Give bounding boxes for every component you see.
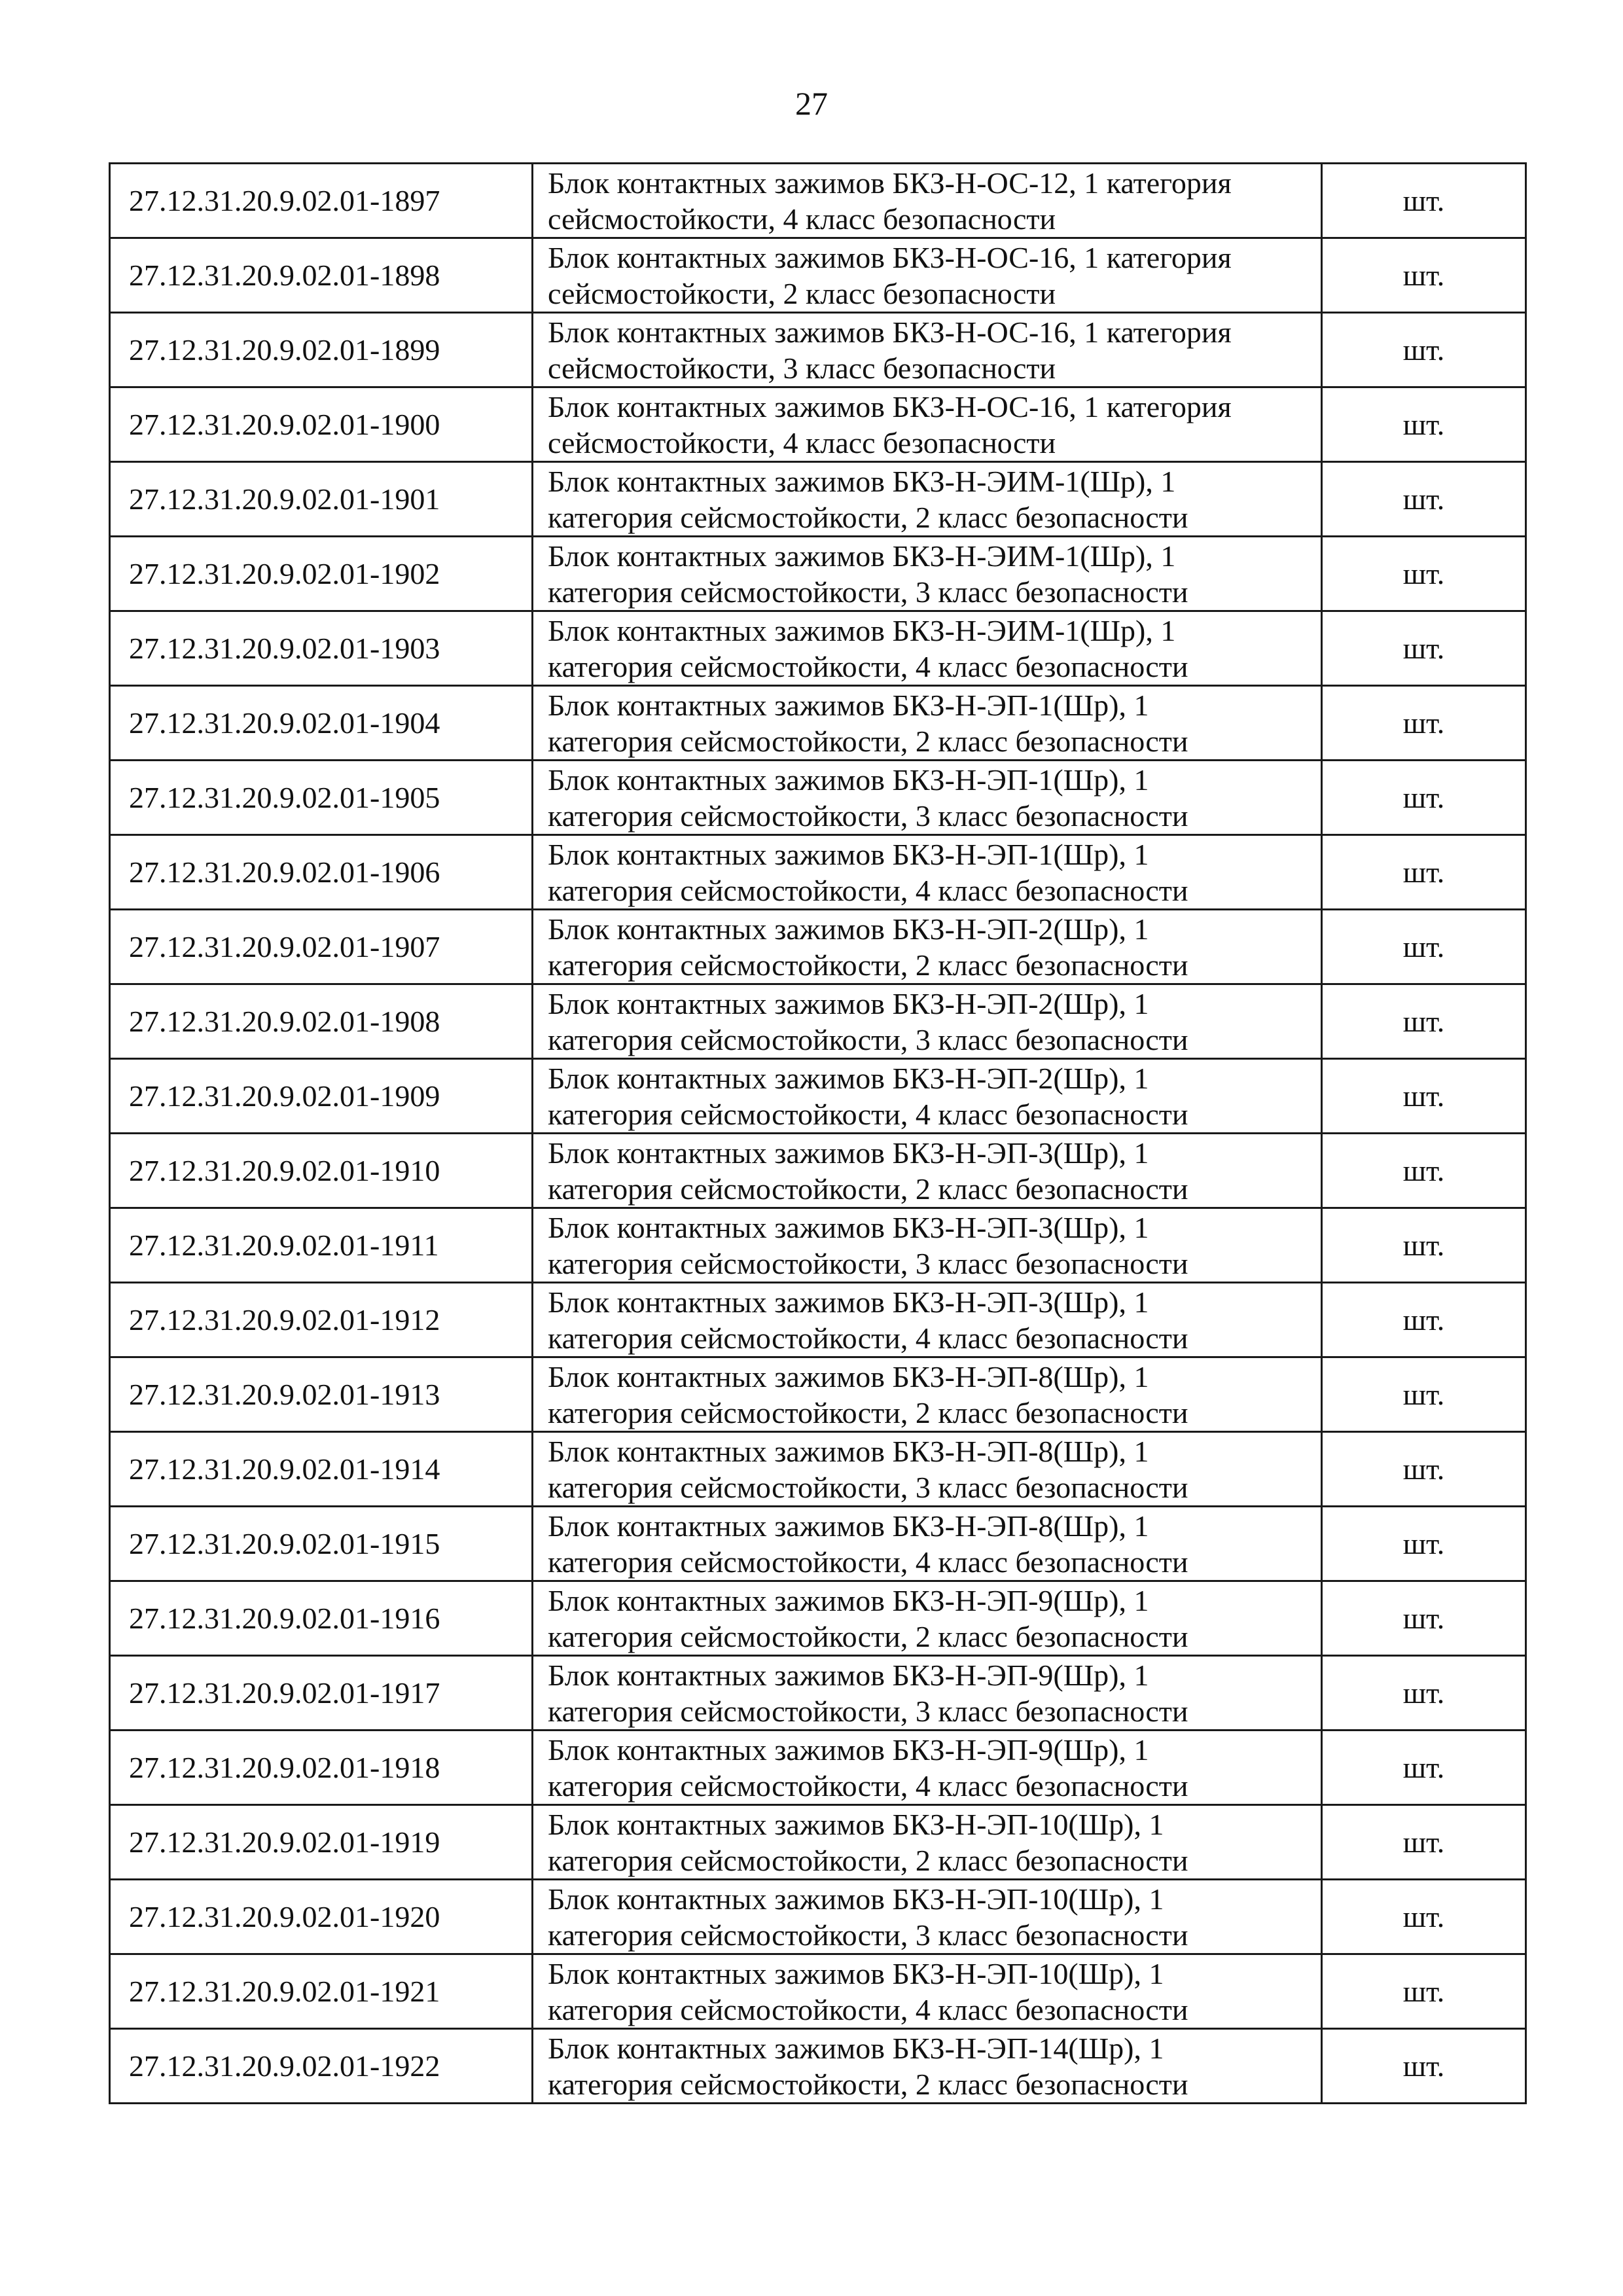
- table-row: [110, 1954, 1526, 2029]
- resource-code-cell: 27.12.31.20.9.02.01-1922: [110, 2029, 533, 2104]
- resource-name-line-2: категория сейсмостойкости, 2 класс безопасности: [548, 500, 1188, 534]
- resource-code-cell: 27.12.31.20.9.02.01-1911: [110, 1208, 533, 1283]
- unit-cell: шт.: [1322, 835, 1526, 910]
- resource-code-cell: 27.12.31.20.9.02.01-1914: [110, 1432, 533, 1507]
- resource-code-cell: 27.12.31.20.9.02.01-1921: [110, 1954, 533, 2029]
- unit-cell: шт.: [1322, 611, 1526, 686]
- resource-code-cell: 27.12.31.20.9.02.01-1920: [110, 1880, 533, 1954]
- table-row: [110, 1656, 1526, 1731]
- resource-name-line-2: категория сейсмостойкости, 4 класс безопасности: [548, 1097, 1188, 1131]
- unit-cell: шт.: [1322, 1507, 1526, 1581]
- table-row: [110, 910, 1526, 984]
- unit-cell: шт.: [1322, 1059, 1526, 1134]
- resource-name-line-1: Блок контактных зажимов БКЗ-Н-ОС-12, 1 категория: [548, 166, 1232, 200]
- resource-name-cell: [533, 761, 1322, 835]
- table-row: [110, 1805, 1526, 1880]
- resource-name-line-1: Блок контактных зажимов БКЗ-Н-ЭП-9(Шр), 1: [548, 1658, 1149, 1692]
- table-row: [110, 1432, 1526, 1507]
- resource-name-cell: [533, 387, 1322, 462]
- resource-name-line-1: Блок контактных зажимов БКЗ-Н-ЭИМ-1(Шр), 1: [548, 613, 1176, 647]
- unit-cell: шт.: [1322, 686, 1526, 761]
- table-row: [110, 2029, 1526, 2104]
- resource-name-line-2: категория сейсмостойкости, 3 класс безопасности: [548, 1022, 1188, 1056]
- table-row: [110, 164, 1526, 238]
- unit-cell: шт.: [1322, 462, 1526, 537]
- resource-code-cell: 27.12.31.20.9.02.01-1907: [110, 910, 533, 984]
- resource-name-line-2: категория сейсмостойкости, 4 класс безопасности: [548, 1992, 1188, 2026]
- resource-name-line-2: сейсмостойкости, 4 класс безопасности: [548, 425, 1056, 459]
- resource-code-cell: 27.12.31.20.9.02.01-1918: [110, 1731, 533, 1805]
- resource-code-cell: 27.12.31.20.9.02.01-1901: [110, 462, 533, 537]
- resource-name-cell: [533, 1283, 1322, 1357]
- table-row: [110, 1059, 1526, 1134]
- resource-name-cell: [533, 1357, 1322, 1432]
- resource-code-cell: 27.12.31.20.9.02.01-1917: [110, 1656, 533, 1731]
- unit-cell: шт.: [1322, 1731, 1526, 1805]
- resource-name-line-2: категория сейсмостойкости, 2 класс безопасности: [548, 1843, 1188, 1877]
- page-number: 27: [795, 85, 828, 122]
- unit-cell: шт.: [1322, 1581, 1526, 1656]
- table-row: [110, 1880, 1526, 1954]
- resource-name-line-2: категория сейсмостойкости, 3 класс безопасности: [548, 1694, 1188, 1728]
- unit-cell: шт.: [1322, 1283, 1526, 1357]
- resource-name-line-2: категория сейсмостойкости, 4 класс безопасности: [548, 1321, 1188, 1355]
- table-row: [110, 761, 1526, 835]
- unit-cell: шт.: [1322, 1656, 1526, 1731]
- table-row: [110, 313, 1526, 387]
- resource-name-line-2: сейсмостойкости, 4 класс безопасности: [548, 202, 1056, 236]
- resource-name-cell: [533, 1731, 1322, 1805]
- resource-name-cell: [533, 1059, 1322, 1134]
- unit-cell: шт.: [1322, 1357, 1526, 1432]
- resource-name-line-1: Блок контактных зажимов БКЗ-Н-ЭИМ-1(Шр), 1: [548, 464, 1176, 498]
- table-row: [110, 462, 1526, 537]
- resource-name-cell: [533, 611, 1322, 686]
- resource-name-line-2: категория сейсмостойкости, 2 класс безопасности: [548, 948, 1188, 982]
- resource-name-line-1: Блок контактных зажимов БКЗ-Н-ЭП-10(Шр), 1: [548, 1956, 1164, 1990]
- unit-cell: шт.: [1322, 910, 1526, 984]
- table-row: [110, 238, 1526, 313]
- resource-name-line-1: Блок контактных зажимов БКЗ-Н-ЭП-10(Шр), 1: [548, 1807, 1164, 1841]
- resource-name-cell: [533, 686, 1322, 761]
- resource-name-line-1: Блок контактных зажимов БКЗ-Н-ЭП-10(Шр), 1: [548, 1882, 1164, 1916]
- resource-name-cell: [533, 313, 1322, 387]
- resource-code-cell: 27.12.31.20.9.02.01-1902: [110, 537, 533, 611]
- resource-name-line-1: Блок контактных зажимов БКЗ-Н-ОС-16, 1 категория: [548, 240, 1232, 274]
- unit-cell: шт.: [1322, 1805, 1526, 1880]
- resource-name-cell: [533, 462, 1322, 537]
- resource-name-line-2: сейсмостойкости, 2 класс безопасности: [548, 276, 1056, 310]
- resource-code-cell: 27.12.31.20.9.02.01-1899: [110, 313, 533, 387]
- resource-name-cell: [533, 1954, 1322, 2029]
- catalog-table-body: [110, 164, 1526, 2104]
- unit-cell: шт.: [1322, 537, 1526, 611]
- resource-name-line-1: Блок контактных зажимов БКЗ-Н-ОС-16, 1 категория: [548, 389, 1232, 423]
- unit-cell: шт.: [1322, 1432, 1526, 1507]
- resource-code-cell: 27.12.31.20.9.02.01-1904: [110, 686, 533, 761]
- resource-code-cell: 27.12.31.20.9.02.01-1905: [110, 761, 533, 835]
- resource-name-cell: [533, 1805, 1322, 1880]
- table-row: [110, 1581, 1526, 1656]
- resource-name-line-2: категория сейсмостойкости, 3 класс безопасности: [548, 1470, 1188, 1504]
- resource-name-cell: [533, 164, 1322, 238]
- unit-cell: шт.: [1322, 387, 1526, 462]
- resource-name-line-1: Блок контактных зажимов БКЗ-Н-ЭП-2(Шр), 1: [548, 912, 1149, 946]
- table-row: [110, 611, 1526, 686]
- resource-name-line-1: Блок контактных зажимов БКЗ-Н-ЭП-1(Шр), 1: [548, 688, 1149, 722]
- resource-name-line-1: Блок контактных зажимов БКЗ-Н-ЭП-2(Шр), 1: [548, 1061, 1149, 1095]
- resource-name-line-2: категория сейсмостойкости, 4 класс безопасности: [548, 873, 1188, 907]
- table-row: [110, 1357, 1526, 1432]
- table-row: [110, 686, 1526, 761]
- resource-name-cell: [533, 1432, 1322, 1507]
- resource-name-cell: [533, 1134, 1322, 1208]
- resource-code-cell: 27.12.31.20.9.02.01-1910: [110, 1134, 533, 1208]
- resource-code-cell: 27.12.31.20.9.02.01-1900: [110, 387, 533, 462]
- catalog-table: [109, 162, 1527, 2104]
- resource-name-line-1: Блок контактных зажимов БКЗ-Н-ЭП-1(Шр), 1: [548, 837, 1149, 871]
- resource-name-line-1: Блок контактных зажимов БКЗ-Н-ЭП-8(Шр), 1: [548, 1509, 1149, 1543]
- table-row: [110, 1208, 1526, 1283]
- resource-name-cell: [533, 1208, 1322, 1283]
- resource-name-line-1: Блок контактных зажимов БКЗ-Н-ЭП-2(Шр), 1: [548, 986, 1149, 1020]
- unit-cell: шт.: [1322, 1208, 1526, 1283]
- resource-code-cell: 27.12.31.20.9.02.01-1919: [110, 1805, 533, 1880]
- resource-name-line-1: Блок контактных зажимов БКЗ-Н-ЭП-8(Шр), 1: [548, 1359, 1149, 1393]
- resource-name-line-1: Блок контактных зажимов БКЗ-Н-ЭП-9(Шр), 1: [548, 1732, 1149, 1767]
- resource-name-cell: [533, 1656, 1322, 1731]
- resource-name-line-1: Блок контактных зажимов БКЗ-Н-ЭП-3(Шр), 1: [548, 1210, 1149, 1244]
- resource-code-cell: 27.12.31.20.9.02.01-1912: [110, 1283, 533, 1357]
- unit-cell: шт.: [1322, 2029, 1526, 2104]
- unit-cell: шт.: [1322, 761, 1526, 835]
- resource-name-line-1: Блок контактных зажимов БКЗ-Н-ОС-16, 1 категория: [548, 315, 1232, 349]
- resource-name-line-2: сейсмостойкости, 3 класс безопасности: [548, 351, 1056, 385]
- resource-name-line-2: категория сейсмостойкости, 3 класс безопасности: [548, 1918, 1188, 1952]
- table-row: [110, 1731, 1526, 1805]
- resource-name-line-2: категория сейсмостойкости, 3 класс безопасности: [548, 798, 1188, 833]
- resource-code-cell: 27.12.31.20.9.02.01-1906: [110, 835, 533, 910]
- resource-name-line-2: категория сейсмостойкости, 4 класс безопасности: [548, 1768, 1188, 1803]
- resource-name-cell: [533, 537, 1322, 611]
- unit-cell: шт.: [1322, 984, 1526, 1059]
- resource-name-cell: [533, 1581, 1322, 1656]
- resource-name-line-2: категория сейсмостойкости, 2 класс безопасности: [548, 1172, 1188, 1206]
- unit-cell: шт.: [1322, 238, 1526, 313]
- resource-code-cell: 27.12.31.20.9.02.01-1908: [110, 984, 533, 1059]
- resource-name-cell: [533, 910, 1322, 984]
- resource-name-line-2: категория сейсмостойкости, 4 класс безопасности: [548, 649, 1188, 683]
- resource-name-line-1: Блок контактных зажимов БКЗ-Н-ЭП-14(Шр), 1: [548, 2031, 1164, 2065]
- resource-name-cell: [533, 1880, 1322, 1954]
- table-row: [110, 835, 1526, 910]
- resource-code-cell: 27.12.31.20.9.02.01-1898: [110, 238, 533, 313]
- resource-code-cell: 27.12.31.20.9.02.01-1916: [110, 1581, 533, 1656]
- table-row: [110, 1507, 1526, 1581]
- table-row: [110, 984, 1526, 1059]
- resource-name-line-2: категория сейсмостойкости, 4 класс безопасности: [548, 1545, 1188, 1579]
- resource-code-cell: 27.12.31.20.9.02.01-1913: [110, 1357, 533, 1432]
- unit-cell: шт.: [1322, 1134, 1526, 1208]
- resource-name-line-1: Блок контактных зажимов БКЗ-Н-ЭП-1(Шр), 1: [548, 762, 1149, 797]
- unit-cell: шт.: [1322, 1954, 1526, 2029]
- resource-name-line-1: Блок контактных зажимов БКЗ-Н-ЭИМ-1(Шр), 1: [548, 539, 1176, 573]
- table-row: [110, 537, 1526, 611]
- resource-name-line-2: категория сейсмостойкости, 3 класс безопасности: [548, 575, 1188, 609]
- unit-cell: шт.: [1322, 1880, 1526, 1954]
- resource-name-cell: [533, 835, 1322, 910]
- resource-name-line-1: Блок контактных зажимов БКЗ-Н-ЭП-9(Шр), 1: [548, 1583, 1149, 1617]
- resource-name-cell: [533, 984, 1322, 1059]
- unit-cell: шт.: [1322, 313, 1526, 387]
- resource-code-cell: 27.12.31.20.9.02.01-1915: [110, 1507, 533, 1581]
- resource-name-line-1: Блок контактных зажимов БКЗ-Н-ЭП-8(Шр), 1: [548, 1434, 1149, 1468]
- resource-name-line-2: категория сейсмостойкости, 2 класс безопасности: [548, 1395, 1188, 1429]
- resource-name-line-2: категория сейсмостойкости, 2 класс безопасности: [548, 2067, 1188, 2101]
- table-row: [110, 1283, 1526, 1357]
- resource-name-line-2: категория сейсмостойкости, 2 класс безопасности: [548, 724, 1188, 758]
- resource-name-cell: [533, 1507, 1322, 1581]
- resource-name-line-2: категория сейсмостойкости, 2 класс безопасности: [548, 1619, 1188, 1653]
- resource-name-cell: [533, 2029, 1322, 2104]
- resource-name-line-1: Блок контактных зажимов БКЗ-Н-ЭП-3(Шр), 1: [548, 1136, 1149, 1170]
- resource-code-cell: 27.12.31.20.9.02.01-1909: [110, 1059, 533, 1134]
- resource-name-line-2: категория сейсмостойкости, 3 класс безопасности: [548, 1246, 1188, 1280]
- table-row: [110, 387, 1526, 462]
- unit-cell: шт.: [1322, 164, 1526, 238]
- resource-code-cell: 27.12.31.20.9.02.01-1903: [110, 611, 533, 686]
- resource-code-cell: 27.12.31.20.9.02.01-1897: [110, 164, 533, 238]
- resource-name-cell: [533, 238, 1322, 313]
- table-row: [110, 1134, 1526, 1208]
- resource-name-line-1: Блок контактных зажимов БКЗ-Н-ЭП-3(Шр), 1: [548, 1285, 1149, 1319]
